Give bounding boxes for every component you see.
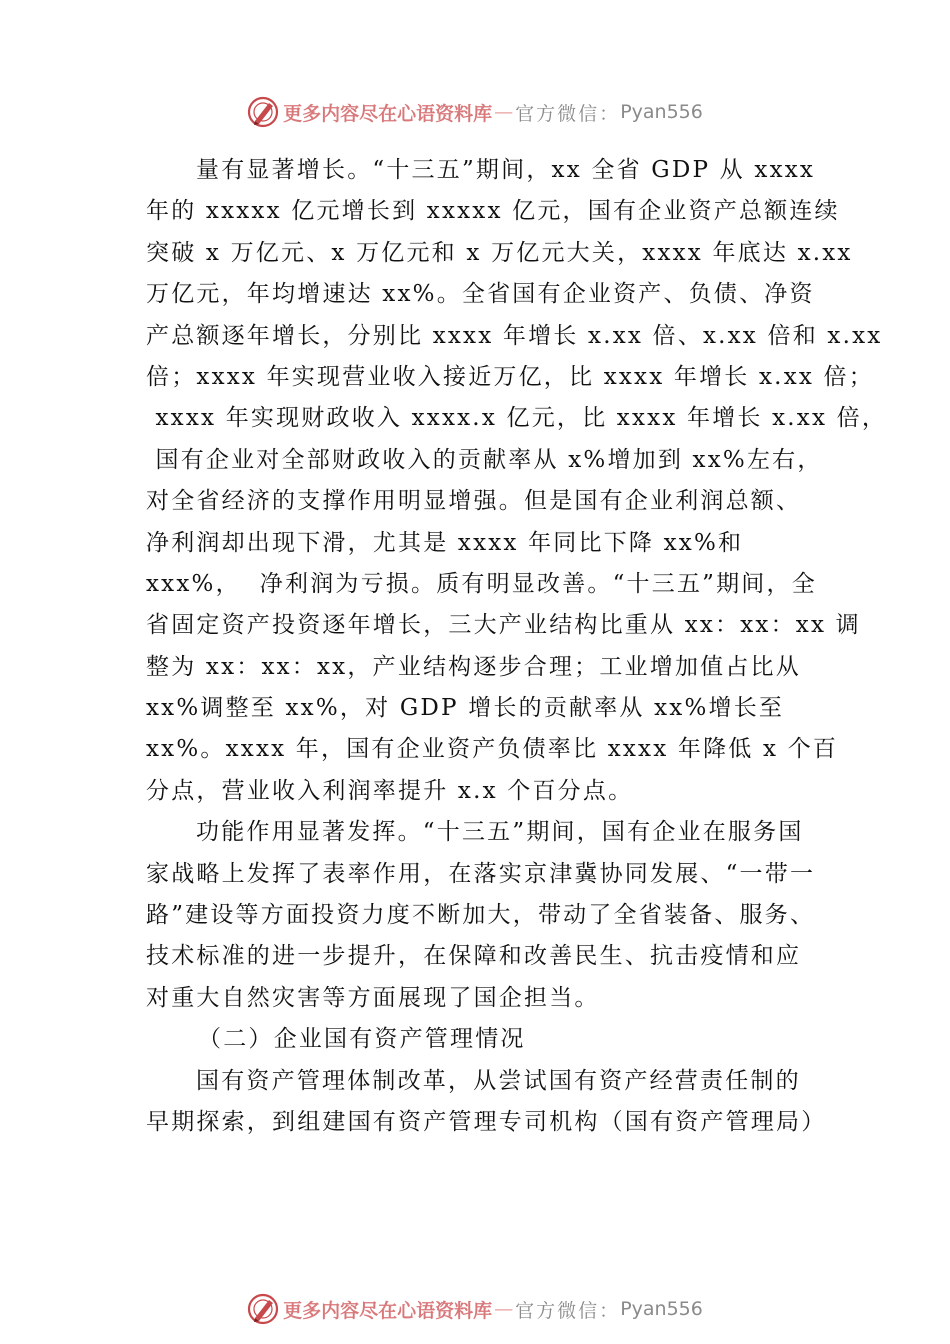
body-line: 对全省经济的支撑作用明显增强。但是国有企业利润总额、 [146,488,802,515]
pen-logo-icon [247,96,279,128]
document-body [146,150,888,1143]
body-line: xx%。xxxx 年，国有企业资产负债率比 xxxx 年降低 x 个百 [146,736,839,763]
body-line: 家战略上发挥了表率作用，在落实京津冀协同发展、“一带一 [146,860,816,887]
body-line: 国有资产管理体制改革，从尝试国有资产经营责任制的 [196,1067,801,1094]
body-line: 国有企业对全部财政收入的贡献率从 x%增加到 xx%左右， [146,446,823,473]
body-line: 产总额逐年增长，分别比 xxxx 年增长 x.xx 倍、x.xx 倍和 x.xx [146,322,883,349]
body-line: 整为 xx：xx：xx，产业结构逐步合理；工业增加值占比从 [146,653,801,680]
section-heading: （二）企业国有资产管理情况 [198,1026,526,1053]
body-line: xxx%， 净利润为亏损。质有明显改善。“十三五”期间，全 [146,570,817,597]
footer-banner [0,1291,950,1327]
body-line: 功能作用显著发挥。“十三五”期间，国有企业在服务国 [196,819,804,846]
body-line: 突破 x 万亿元、x 万亿元和 x 万亿元大关，xxxx 年底达 x.xx [146,239,853,266]
body-line: 万亿元，年均增速达 xx%。全省国有企业资产、负债、净资 [146,281,815,308]
body-line: 省固定资产投资逐年增长，三大产业结构比重从 xx：xx：xx 调 [146,612,861,639]
body-line: 量有显著增长。“十三五”期间，xx 全省 GDP 从 xxxx [196,157,816,183]
body-line: xx%调整至 xx%，对 GDP 增长的贡献率从 xx%增长至 [146,695,785,722]
body-line: xxxx 年实现财政收入 xxxx.x 亿元，比 xxxx 年增长 x.xx 倍， [146,405,888,432]
body-line: 技术标准的进一步提升，在保障和改善民生、抗击疫情和应 [146,943,802,970]
header-banner [0,94,950,130]
body-line: 对重大自然灾害等方面展现了国企担当。 [146,984,600,1011]
body-line: 早期探索，到组建国有资产管理专司机构（国有资产管理局） [146,1108,827,1135]
body-line: 路”建设等方面投资力度不断加大，带动了全省装备、服务、 [146,902,816,929]
footer-dash: — [494,1298,514,1320]
body-line: 倍；xxxx 年实现营业收入接近万亿，比 xxxx 年增长 x.xx 倍； [146,363,874,390]
header-brand-text: 更多内容尽在心语资料库 [283,102,493,125]
header-wechat-id: Pyan556 [620,101,703,123]
footer-brand-text: 更多内容尽在心语资料库 [283,1299,493,1322]
header-dash: — [494,101,514,123]
body-line: 净利润却出现下滑，尤其是 xxxx 年同比下降 xx%和 [146,529,744,556]
body-line: 分点，营业收入利润率提升 x.x 个百分点。 [146,777,634,804]
footer-wechat-id: Pyan556 [620,1298,703,1320]
footer-wechat-label: 官方微信： [515,1299,621,1322]
pen-logo-icon [247,1293,279,1325]
header-wechat-label: 官方微信： [515,102,621,125]
body-line: 年的 xxxxx 亿元增长到 xxxxx 亿元，国有企业资产总额连续 [146,198,840,225]
